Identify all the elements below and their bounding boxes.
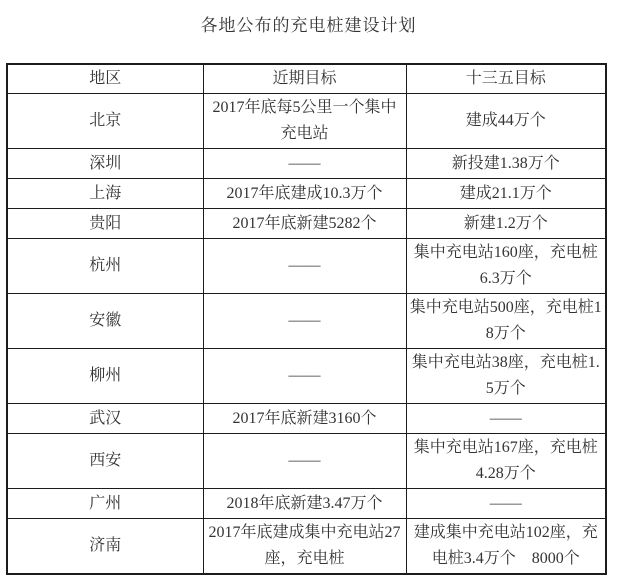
cell-region: 柳州 xyxy=(7,349,203,404)
table-row xyxy=(7,349,606,404)
cell-near-term-goal: —— xyxy=(203,149,406,179)
cell-five-year-goal: —— xyxy=(406,489,606,519)
cell-region: 武汉 xyxy=(7,404,203,434)
cell-region: 上海 xyxy=(7,179,203,209)
table-row xyxy=(7,434,606,489)
cell-five-year-goal: 建成44万个 xyxy=(406,94,606,149)
table-row xyxy=(7,94,606,149)
header-five-year-goal: 十三五目标 xyxy=(406,64,606,94)
table-row xyxy=(7,404,606,434)
cell-five-year-goal: —— xyxy=(406,404,606,434)
table-row xyxy=(7,149,606,179)
cell-near-term-goal: —— xyxy=(203,349,406,404)
cell-region: 杭州 xyxy=(7,239,203,294)
cell-five-year-goal: 建成21.1万个 xyxy=(406,179,606,209)
table-row xyxy=(7,179,606,209)
cell-region: 北京 xyxy=(7,94,203,149)
table-row xyxy=(7,519,606,575)
cell-near-term-goal: —— xyxy=(203,294,406,349)
table-row xyxy=(7,294,606,349)
cell-region: 济南 xyxy=(7,519,203,575)
cell-five-year-goal: 建成集中充电站102座，充电桩3.4万个 8000个 xyxy=(406,519,606,575)
charging-plan-table xyxy=(6,63,607,575)
cell-five-year-goal: 集中充电站160座，充电桩6.3万个 xyxy=(406,239,606,294)
cell-near-term-goal: —— xyxy=(203,239,406,294)
cell-near-term-goal: 2017年底每5公里一个集中充电站 xyxy=(203,94,406,149)
cell-five-year-goal: 新建1.2万个 xyxy=(406,209,606,239)
cell-near-term-goal: 2017年底新建5282个 xyxy=(203,209,406,239)
cell-five-year-goal: 新投建1.38万个 xyxy=(406,149,606,179)
cell-five-year-goal: 集中充电站167座，充电桩4.28万个 xyxy=(406,434,606,489)
table-row xyxy=(7,489,606,519)
cell-near-term-goal: 2017年底新建3160个 xyxy=(203,404,406,434)
cell-near-term-goal: 2018年底新建3.47万个 xyxy=(203,489,406,519)
header-near-term-goal: 近期目标 xyxy=(203,64,406,94)
page-title: 各地公布的充电桩建设计划 xyxy=(200,16,417,35)
table-row xyxy=(7,239,606,294)
cell-region: 安徽 xyxy=(7,294,203,349)
table-row xyxy=(7,209,606,239)
cell-region: 贵阳 xyxy=(7,209,203,239)
cell-five-year-goal: 集中充电站38座，充电桩1.5万个 xyxy=(406,349,606,404)
cell-five-year-goal: 集中充电站500座，充电桩18万个 xyxy=(406,294,606,349)
header-region: 地区 xyxy=(7,64,203,94)
cell-region: 深圳 xyxy=(7,149,203,179)
cell-near-term-goal: 2017年底建成10.3万个 xyxy=(203,179,406,209)
cell-region: 广州 xyxy=(7,489,203,519)
table-header-row xyxy=(7,64,606,94)
cell-near-term-goal: 2017年底建成集中充电站27座，充电桩 xyxy=(203,519,406,575)
cell-near-term-goal: —— xyxy=(203,434,406,489)
cell-region: 西安 xyxy=(7,434,203,489)
